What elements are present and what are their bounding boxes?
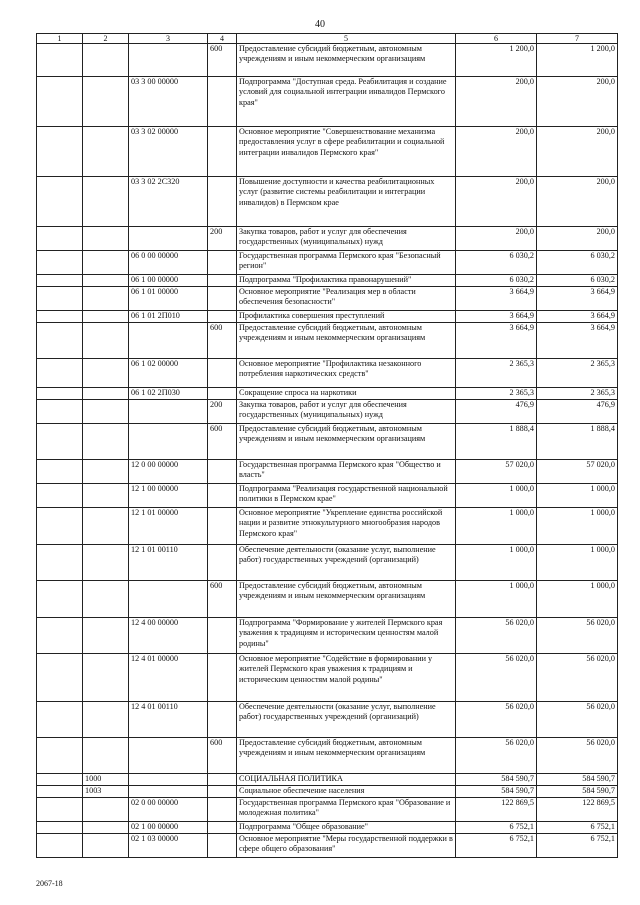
description-cell: Предоставление субсидий бюджетным, автономным учреждениям и иным некоммерческим организациям [237,424,456,460]
table-row [37,359,618,388]
expense-type-cell: 600 [208,44,237,77]
description-cell: Обеспечение деятельности (оказание услуг, выполнение работ) государственных учреждений (организаций) [237,545,456,581]
amount-cell: 2 365,3 [537,388,618,400]
code-cell [37,822,83,834]
amount-cell: 56 020,0 [537,702,618,738]
section-code-cell [83,44,129,77]
amount-cell: 200,0 [537,127,618,177]
expense-type-cell [208,484,237,508]
code-cell [37,323,83,359]
table-row [37,275,618,287]
section-code-cell [83,545,129,581]
amount-cell: 2 365,3 [537,359,618,388]
target-code-cell [129,227,208,251]
code-cell [37,251,83,275]
amount-cell: 6 752,1 [456,822,537,834]
target-code-cell [129,738,208,774]
expense-type-cell: 600 [208,738,237,774]
amount-cell: 1 200,0 [537,44,618,77]
table-row [37,227,618,251]
section-code-cell: 1003 [83,786,129,798]
page-number: 40 [315,19,325,30]
description-cell: Закупка товаров, работ и услуг для обеспечения государственных (муниципальных) нужд [237,227,456,251]
description-cell: Основное мероприятие "Содействие в формировании у жителей Пермского края уважения к традициям и историческим ценностям малой родины" [237,654,456,702]
code-cell [37,388,83,400]
section-code-cell [83,227,129,251]
amount-cell: 56 020,0 [456,738,537,774]
expense-type-cell: 200 [208,400,237,424]
expense-type-cell [208,359,237,388]
table-row [37,177,618,227]
amount-cell: 6 752,1 [537,822,618,834]
code-cell [37,275,83,287]
code-cell [37,738,83,774]
table-row [37,77,618,127]
code-cell [37,359,83,388]
description-cell: Подпрограмма "Реализация государственной национальной политики в Пермском крае" [237,484,456,508]
table-row [37,424,618,460]
code-cell [37,460,83,484]
target-code-cell: 06 1 01 2П010 [129,311,208,323]
target-code-cell: 06 1 02 2П030 [129,388,208,400]
section-code-cell [83,177,129,227]
target-code-cell: 06 0 00 00000 [129,251,208,275]
description-cell: Подпрограмма "Профилактика правонарушений" [237,275,456,287]
target-code-cell: 03 3 02 2С320 [129,177,208,227]
expense-type-cell [208,508,237,545]
code-cell [37,834,83,858]
expense-type-cell [208,798,237,822]
target-code-cell: 06 1 00 00000 [129,275,208,287]
amount-cell: 3 664,9 [456,311,537,323]
target-code-cell: 12 1 01 00110 [129,545,208,581]
amount-cell: 56 020,0 [537,738,618,774]
section-code-cell [83,77,129,127]
amount-cell: 1 888,4 [456,424,537,460]
section-code-cell [83,798,129,822]
section-code-cell [83,834,129,858]
column-number: 5 [237,34,456,44]
target-code-cell: 02 1 03 00000 [129,834,208,858]
table-row [37,388,618,400]
table-row [37,460,618,484]
expense-type-cell [208,654,237,702]
description-cell: Основное мероприятие "Укрепление единства российской нации и развитие этнокультурного многообразия народов Пермского края" [237,508,456,545]
code-cell [37,311,83,323]
description-cell: Профилактика совершения преступлений [237,311,456,323]
description-cell: Основное мероприятие "Меры государственной поддержки в сфере общего образования" [237,834,456,858]
target-code-cell [129,44,208,77]
amount-cell: 1 000,0 [537,508,618,545]
table-row [37,774,618,786]
expense-type-cell [208,774,237,786]
description-cell: Подпрограмма "Формирование у жителей Пермского края уважения к традициям и историческим ценностям малой родины" [237,618,456,654]
code-cell [37,581,83,618]
description-cell: Подпрограмма "Общее образование" [237,822,456,834]
expense-type-cell [208,311,237,323]
target-code-cell [129,774,208,786]
expense-type-cell [208,460,237,484]
description-cell: Обеспечение деятельности (оказание услуг, выполнение работ) государственных учреждений (организаций) [237,702,456,738]
amount-cell: 476,9 [456,400,537,424]
description-cell: Государственная программа Пермского края "Общество и власть" [237,460,456,484]
amount-cell: 584 590,7 [537,786,618,798]
target-code-cell: 12 0 00 00000 [129,460,208,484]
code-cell [37,484,83,508]
table-row [37,786,618,798]
description-cell: Социальное обеспечение населения [237,786,456,798]
expense-type-cell: 600 [208,323,237,359]
target-code-cell: 03 3 02 00000 [129,127,208,177]
section-code-cell [83,323,129,359]
table-row [37,822,618,834]
expense-type-cell [208,251,237,275]
target-code-cell: 12 4 01 00000 [129,654,208,702]
description-cell: Основное мероприятие "Профилактика незаконного потребления наркотических средств" [237,359,456,388]
amount-cell: 122 869,5 [456,798,537,822]
expense-type-cell: 600 [208,581,237,618]
amount-cell: 57 020,0 [456,460,537,484]
column-number: 6 [456,34,537,44]
target-code-cell [129,581,208,618]
table-row [37,484,618,508]
amount-cell: 200,0 [456,177,537,227]
table-row [37,654,618,702]
amount-cell: 3 664,9 [537,323,618,359]
target-code-cell [129,323,208,359]
amount-cell: 584 590,7 [537,774,618,786]
amount-cell: 57 020,0 [537,460,618,484]
section-code-cell [83,424,129,460]
expense-type-cell: 600 [208,424,237,460]
table-row [37,545,618,581]
code-cell [37,400,83,424]
section-code-cell [83,654,129,702]
amount-cell: 56 020,0 [456,654,537,702]
amount-cell: 56 020,0 [456,618,537,654]
target-code-cell [129,400,208,424]
column-number: 2 [83,34,129,44]
table-row [37,738,618,774]
description-cell: Предоставление субсидий бюджетным, автономным учреждениям и иным некоммерческим организациям [237,323,456,359]
amount-cell: 6 030,2 [537,275,618,287]
section-code-cell [83,822,129,834]
expense-type-cell [208,275,237,287]
column-number: 1 [37,34,83,44]
section-code-cell [83,508,129,545]
amount-cell: 6 030,2 [456,251,537,275]
section-code-cell [83,275,129,287]
table-row [37,400,618,424]
table-row [37,287,618,311]
expense-type-cell [208,388,237,400]
code-cell [37,654,83,702]
target-code-cell: 06 1 01 00000 [129,287,208,311]
target-code-cell: 12 4 01 00110 [129,702,208,738]
code-cell [37,227,83,251]
description-cell: СОЦИАЛЬНАЯ ПОЛИТИКА [237,774,456,786]
amount-cell: 2 365,3 [456,388,537,400]
target-code-cell: 02 1 00 00000 [129,822,208,834]
expense-type-cell [208,287,237,311]
section-code-cell [83,127,129,177]
amount-cell: 6 030,2 [456,275,537,287]
amount-cell: 6 030,2 [537,251,618,275]
table-row [37,323,618,359]
amount-cell: 476,9 [537,400,618,424]
amount-cell: 200,0 [456,77,537,127]
column-number: 7 [537,34,618,44]
code-cell [37,798,83,822]
amount-cell: 3 664,9 [456,287,537,311]
section-code-cell [83,702,129,738]
column-number: 3 [129,34,208,44]
expense-type-cell [208,822,237,834]
section-code-cell [83,460,129,484]
amount-cell: 200,0 [537,227,618,251]
code-cell [37,424,83,460]
amount-cell: 1 888,4 [537,424,618,460]
amount-cell: 56 020,0 [456,702,537,738]
section-code-cell [83,400,129,424]
table-row [37,581,618,618]
amount-cell: 3 664,9 [537,287,618,311]
description-cell: Сокращение спроса на наркотики [237,388,456,400]
table-row [37,834,618,858]
code-cell [37,508,83,545]
code-cell [37,702,83,738]
amount-cell: 56 020,0 [537,618,618,654]
description-cell: Основное мероприятие "Реализация мер в области обеспечения безопасности" [237,287,456,311]
code-cell [37,127,83,177]
amount-cell: 584 590,7 [456,786,537,798]
table-row [37,798,618,822]
column-number-row [37,34,618,44]
code-cell [37,786,83,798]
table-row [37,311,618,323]
amount-cell: 56 020,0 [537,654,618,702]
code-cell [37,545,83,581]
budget-table [36,33,618,858]
section-code-cell [83,484,129,508]
table-row [37,508,618,545]
target-code-cell: 02 0 00 00000 [129,798,208,822]
target-code-cell: 12 4 00 00000 [129,618,208,654]
amount-cell: 1 000,0 [537,581,618,618]
expense-type-cell [208,702,237,738]
expense-type-cell [208,127,237,177]
section-code-cell [83,618,129,654]
description-cell: Государственная программа Пермского края "Образование и молодежная политика" [237,798,456,822]
amount-cell: 1 200,0 [456,44,537,77]
section-code-cell [83,581,129,618]
code-cell [37,44,83,77]
amount-cell: 122 869,5 [537,798,618,822]
expense-type-cell [208,77,237,127]
target-code-cell: 12 1 01 00000 [129,508,208,545]
amount-cell: 1 000,0 [456,545,537,581]
target-code-cell [129,786,208,798]
section-code-cell [83,287,129,311]
code-cell [37,177,83,227]
amount-cell: 1 000,0 [537,545,618,581]
table-row [37,618,618,654]
description-cell: Повышение доступности и качества реабилитационных услуг (развитие системы реабилитации и интеграции инвалидов) в Пермском крае [237,177,456,227]
footer-code: 2067-18 [36,879,63,888]
target-code-cell: 03 3 00 00000 [129,77,208,127]
amount-cell: 200,0 [537,177,618,227]
amount-cell: 3 664,9 [456,323,537,359]
description-cell: Предоставление субсидий бюджетным, автономным учреждениям и иным некоммерческим организациям [237,44,456,77]
amount-cell: 200,0 [456,127,537,177]
column-number: 4 [208,34,237,44]
description-cell: Основное мероприятие "Совершенствование механизма предоставления услуг в сфере реабилитации и социальной интеграции инвалидов Пермского края" [237,127,456,177]
expense-type-cell [208,618,237,654]
amount-cell: 1 000,0 [537,484,618,508]
amount-cell: 3 664,9 [537,311,618,323]
code-cell [37,618,83,654]
description-cell: Предоставление субсидий бюджетным, автономным учреждениям и иным некоммерческим организациям [237,738,456,774]
amount-cell: 584 590,7 [456,774,537,786]
table-row [37,44,618,77]
section-code-cell [83,359,129,388]
target-code-cell: 12 1 00 00000 [129,484,208,508]
amount-cell: 1 000,0 [456,581,537,618]
amount-cell: 1 000,0 [456,484,537,508]
table-row [37,127,618,177]
expense-type-cell [208,177,237,227]
expense-type-cell [208,545,237,581]
section-code-cell: 1000 [83,774,129,786]
code-cell [37,77,83,127]
expense-type-cell [208,834,237,858]
description-cell: Закупка товаров, работ и услуг для обеспечения государственных (муниципальных) нужд [237,400,456,424]
code-cell [37,774,83,786]
amount-cell: 200,0 [456,227,537,251]
expense-type-cell: 200 [208,227,237,251]
target-code-cell [129,424,208,460]
expense-type-cell [208,786,237,798]
section-code-cell [83,311,129,323]
section-code-cell [83,388,129,400]
code-cell [37,287,83,311]
amount-cell: 6 752,1 [456,834,537,858]
amount-cell: 1 000,0 [456,508,537,545]
table-row [37,251,618,275]
target-code-cell: 06 1 02 00000 [129,359,208,388]
description-cell: Предоставление субсидий бюджетным, автономным учреждениям и иным некоммерческим организациям [237,581,456,618]
description-cell: Подпрограмма "Доступная среда. Реабилитация и создание условий для социальной интеграции инвалидов Пермского края" [237,77,456,127]
amount-cell: 2 365,3 [456,359,537,388]
amount-cell: 200,0 [537,77,618,127]
section-code-cell [83,738,129,774]
section-code-cell [83,251,129,275]
amount-cell: 6 752,1 [537,834,618,858]
description-cell: Государственная программа Пермского края "Безопасный регион" [237,251,456,275]
table-row [37,702,618,738]
